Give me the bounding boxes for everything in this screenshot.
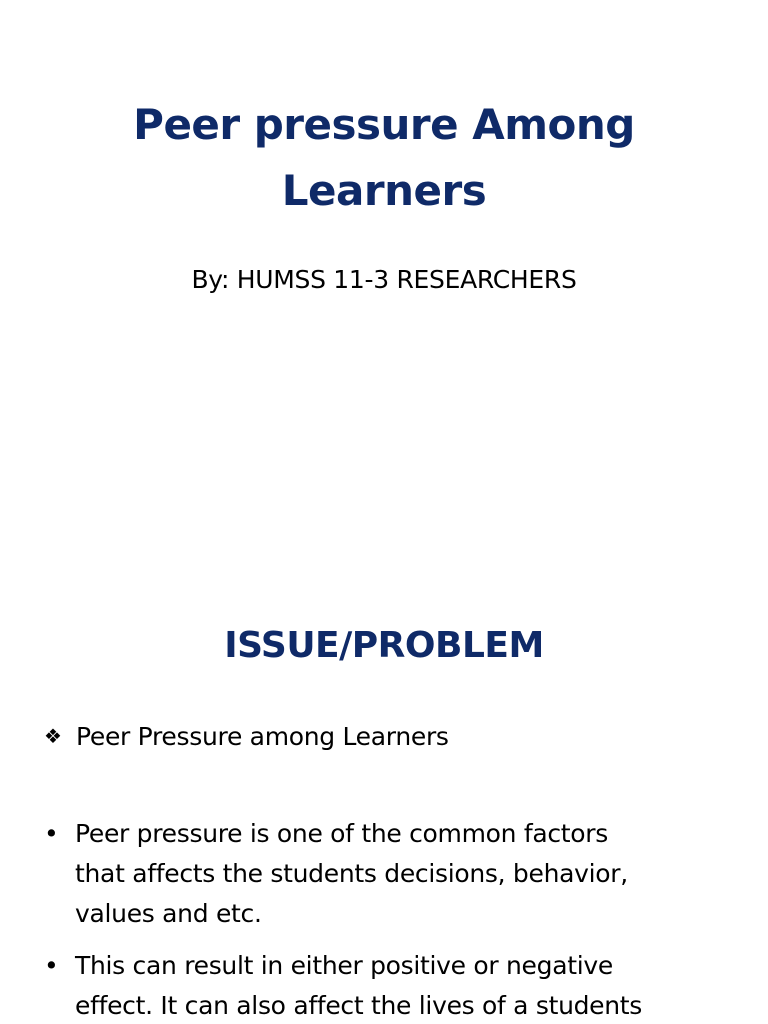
bullet-line: that affects the students decisions, behavior, <box>75 859 628 888</box>
slide-title-line-1: Peer pressure Among <box>133 100 635 149</box>
slide-title <box>40 92 728 224</box>
diamond-list-item <box>44 716 738 757</box>
bullet-line: values and etc. <box>75 899 262 928</box>
bullet-line: This can result in either positive or negative <box>75 951 613 980</box>
slide-subtitle: By: HUMSS 11-3 RESEARCHERS <box>191 265 577 294</box>
bullet-item <box>44 814 738 934</box>
bullet-line: Peer pressure is one of the common factors <box>75 819 609 848</box>
bullet-line: effect. It can also affect the lives of a students <box>75 991 643 1020</box>
slide-heading: ISSUE/PROBLEM <box>224 625 544 666</box>
issue-slide <box>0 576 768 1024</box>
bullet-item <box>44 946 738 1024</box>
bullet-dot-icon: • <box>44 819 59 848</box>
four-diamond-bullet-icon: ❖ <box>44 724 62 748</box>
diamond-list-item-text: Peer Pressure among Learners <box>76 722 449 751</box>
bullet-dot-icon: • <box>44 951 59 980</box>
slide-title-line-2: Learners <box>281 166 487 215</box>
bullet-list <box>44 814 738 1024</box>
